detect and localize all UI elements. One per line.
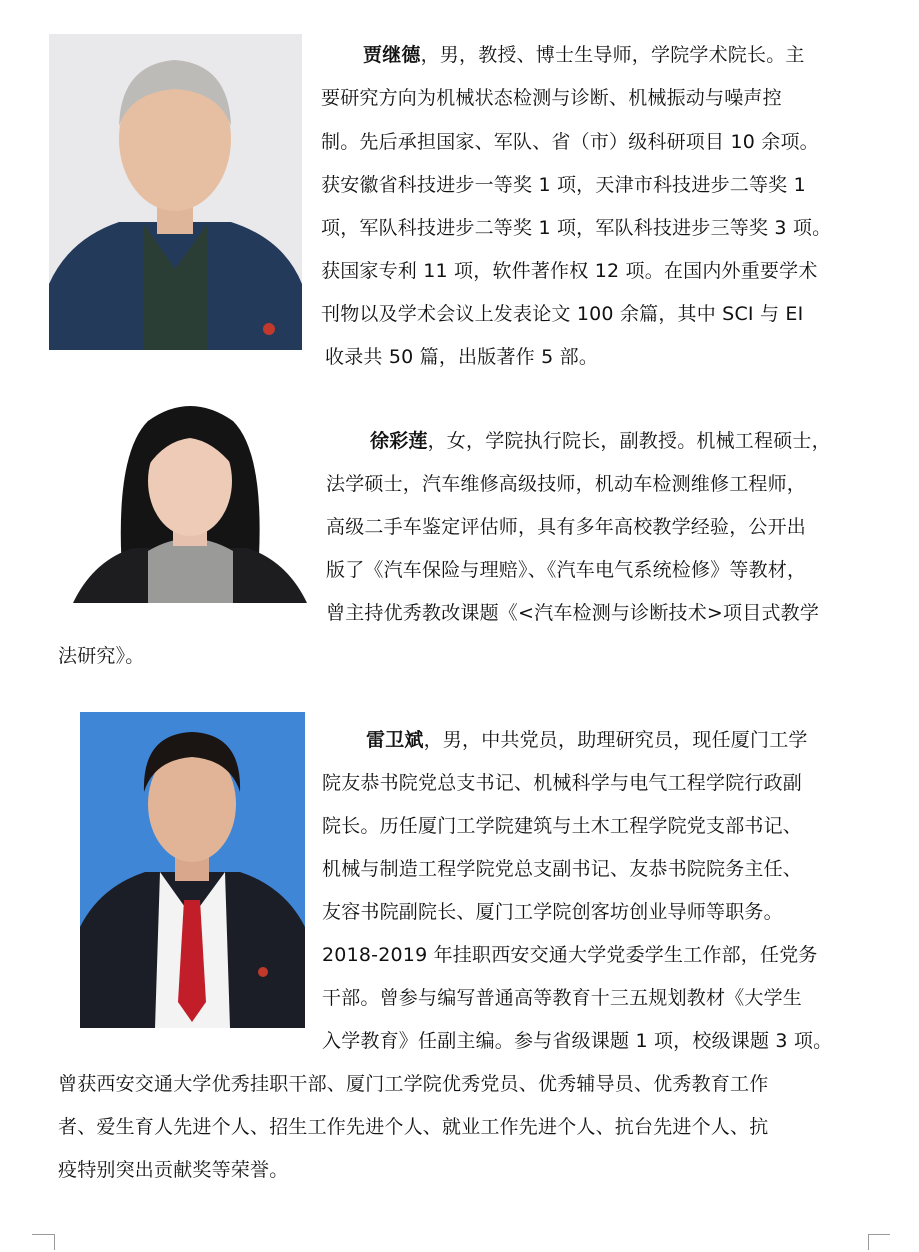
portrait-photo-2 [73, 386, 307, 603]
profile-1-line-4: 获安徽省科技进步一等奖 1 项，天津市科技进步二等奖 1 [321, 174, 806, 196]
profile-3-line-8: 入学教育》任副主编。参与省级课题 1 项，校级课题 3 项。 [322, 1030, 833, 1052]
page-corner-mark-left-h [32, 1234, 54, 1235]
profile-1-line-5: 项，军队科技进步二等奖 1 项，军队科技进步三等奖 3 项。 [321, 217, 832, 239]
page-corner-mark-left [32, 1234, 55, 1250]
profile-2-line-3: 高级二手车鉴定评估师，具有多年高校教学经验，公开出 [326, 516, 807, 538]
profile-3-name: 雷卫斌 [366, 729, 424, 751]
profile-3-line-10: 者、爱生育人先进个人、招生工作先进个人、就业工作先进个人、抗台先进个人、抗 [58, 1116, 769, 1138]
portrait-photo-1 [49, 34, 302, 350]
profile-2-line-6: 法研究》。 [58, 645, 145, 667]
profile-2-line-2: 法学硕士，汽车维修高级技师，机动车检测维修工程师， [326, 473, 807, 495]
profile-1-line-1: 贾继德，男，教授、博士生导师，学院学术院长。主 [363, 44, 805, 66]
profile-1-line-8: 收录共 50 篇，出版著作 5 部。 [325, 346, 599, 368]
page-corner-mark-right-h [868, 1234, 890, 1235]
profile-1-line-2: 要研究方向为机械状态检测与诊断、机械振动与噪声控 [321, 87, 782, 109]
profile-1-name: 贾继德 [363, 44, 421, 66]
profile-1-line-6: 获国家专利 11 项，软件著作权 12 项。在国内外重要学术 [321, 260, 818, 282]
profile-3-line-1: 雷卫斌，男，中共党员，助理研究员，现任厦门工学 [366, 729, 808, 751]
profile-3-line-7: 干部。曾参与编写普通高等教育十三五规划教材《大学生 [322, 987, 803, 1009]
profile-3-line-5: 友容书院副院长、厦门工学院创客坊创业导师等职务。 [322, 901, 783, 923]
profile-3-line-3: 院长。历任厦门工学院建筑与土木工程学院党支部书记、 [322, 815, 803, 837]
profile-2-line-4: 版了《汽车保险与理赔》、《汽车电气系统检修》等教材， [326, 559, 807, 581]
page-corner-mark-right [868, 1234, 891, 1250]
portrait-photo-3 [80, 712, 305, 1028]
profile-3-line-11: 疫特别突出贡献奖等荣誉。 [58, 1159, 289, 1181]
profile-3-line-2: 院友恭书院党总支书记、机械科学与电气工程学院行政副 [322, 772, 803, 794]
profile-3-line-9: 曾获西安交通大学优秀挂职干部、厦门工学院优秀党员、优秀辅导员、优秀教育工作 [58, 1073, 769, 1095]
profile-1-line-3: 制。先后承担国家、军队、省（市）级科研项目 10 余项。 [321, 131, 819, 153]
profile-1-line-7: 刊物以及学术会议上发表论文 100 余篇，其中 SCI 与 EI [321, 303, 804, 325]
profile-3-line-6: 2018-2019 年挂职西安交通大学党委学生工作部，任党务 [322, 944, 818, 966]
profile-2-line-5: 曾主持优秀教改课题《<汽车检测与诊断技术>项目式教学 [326, 602, 820, 624]
profile-3-line-4: 机械与制造工程学院党总支副书记、友恭书院院务主任、 [322, 858, 803, 880]
profile-2-line-1: 徐彩莲，女，学院执行院长，副教授。机械工程硕士， [370, 430, 831, 452]
profile-2-name: 徐彩莲 [370, 430, 428, 452]
